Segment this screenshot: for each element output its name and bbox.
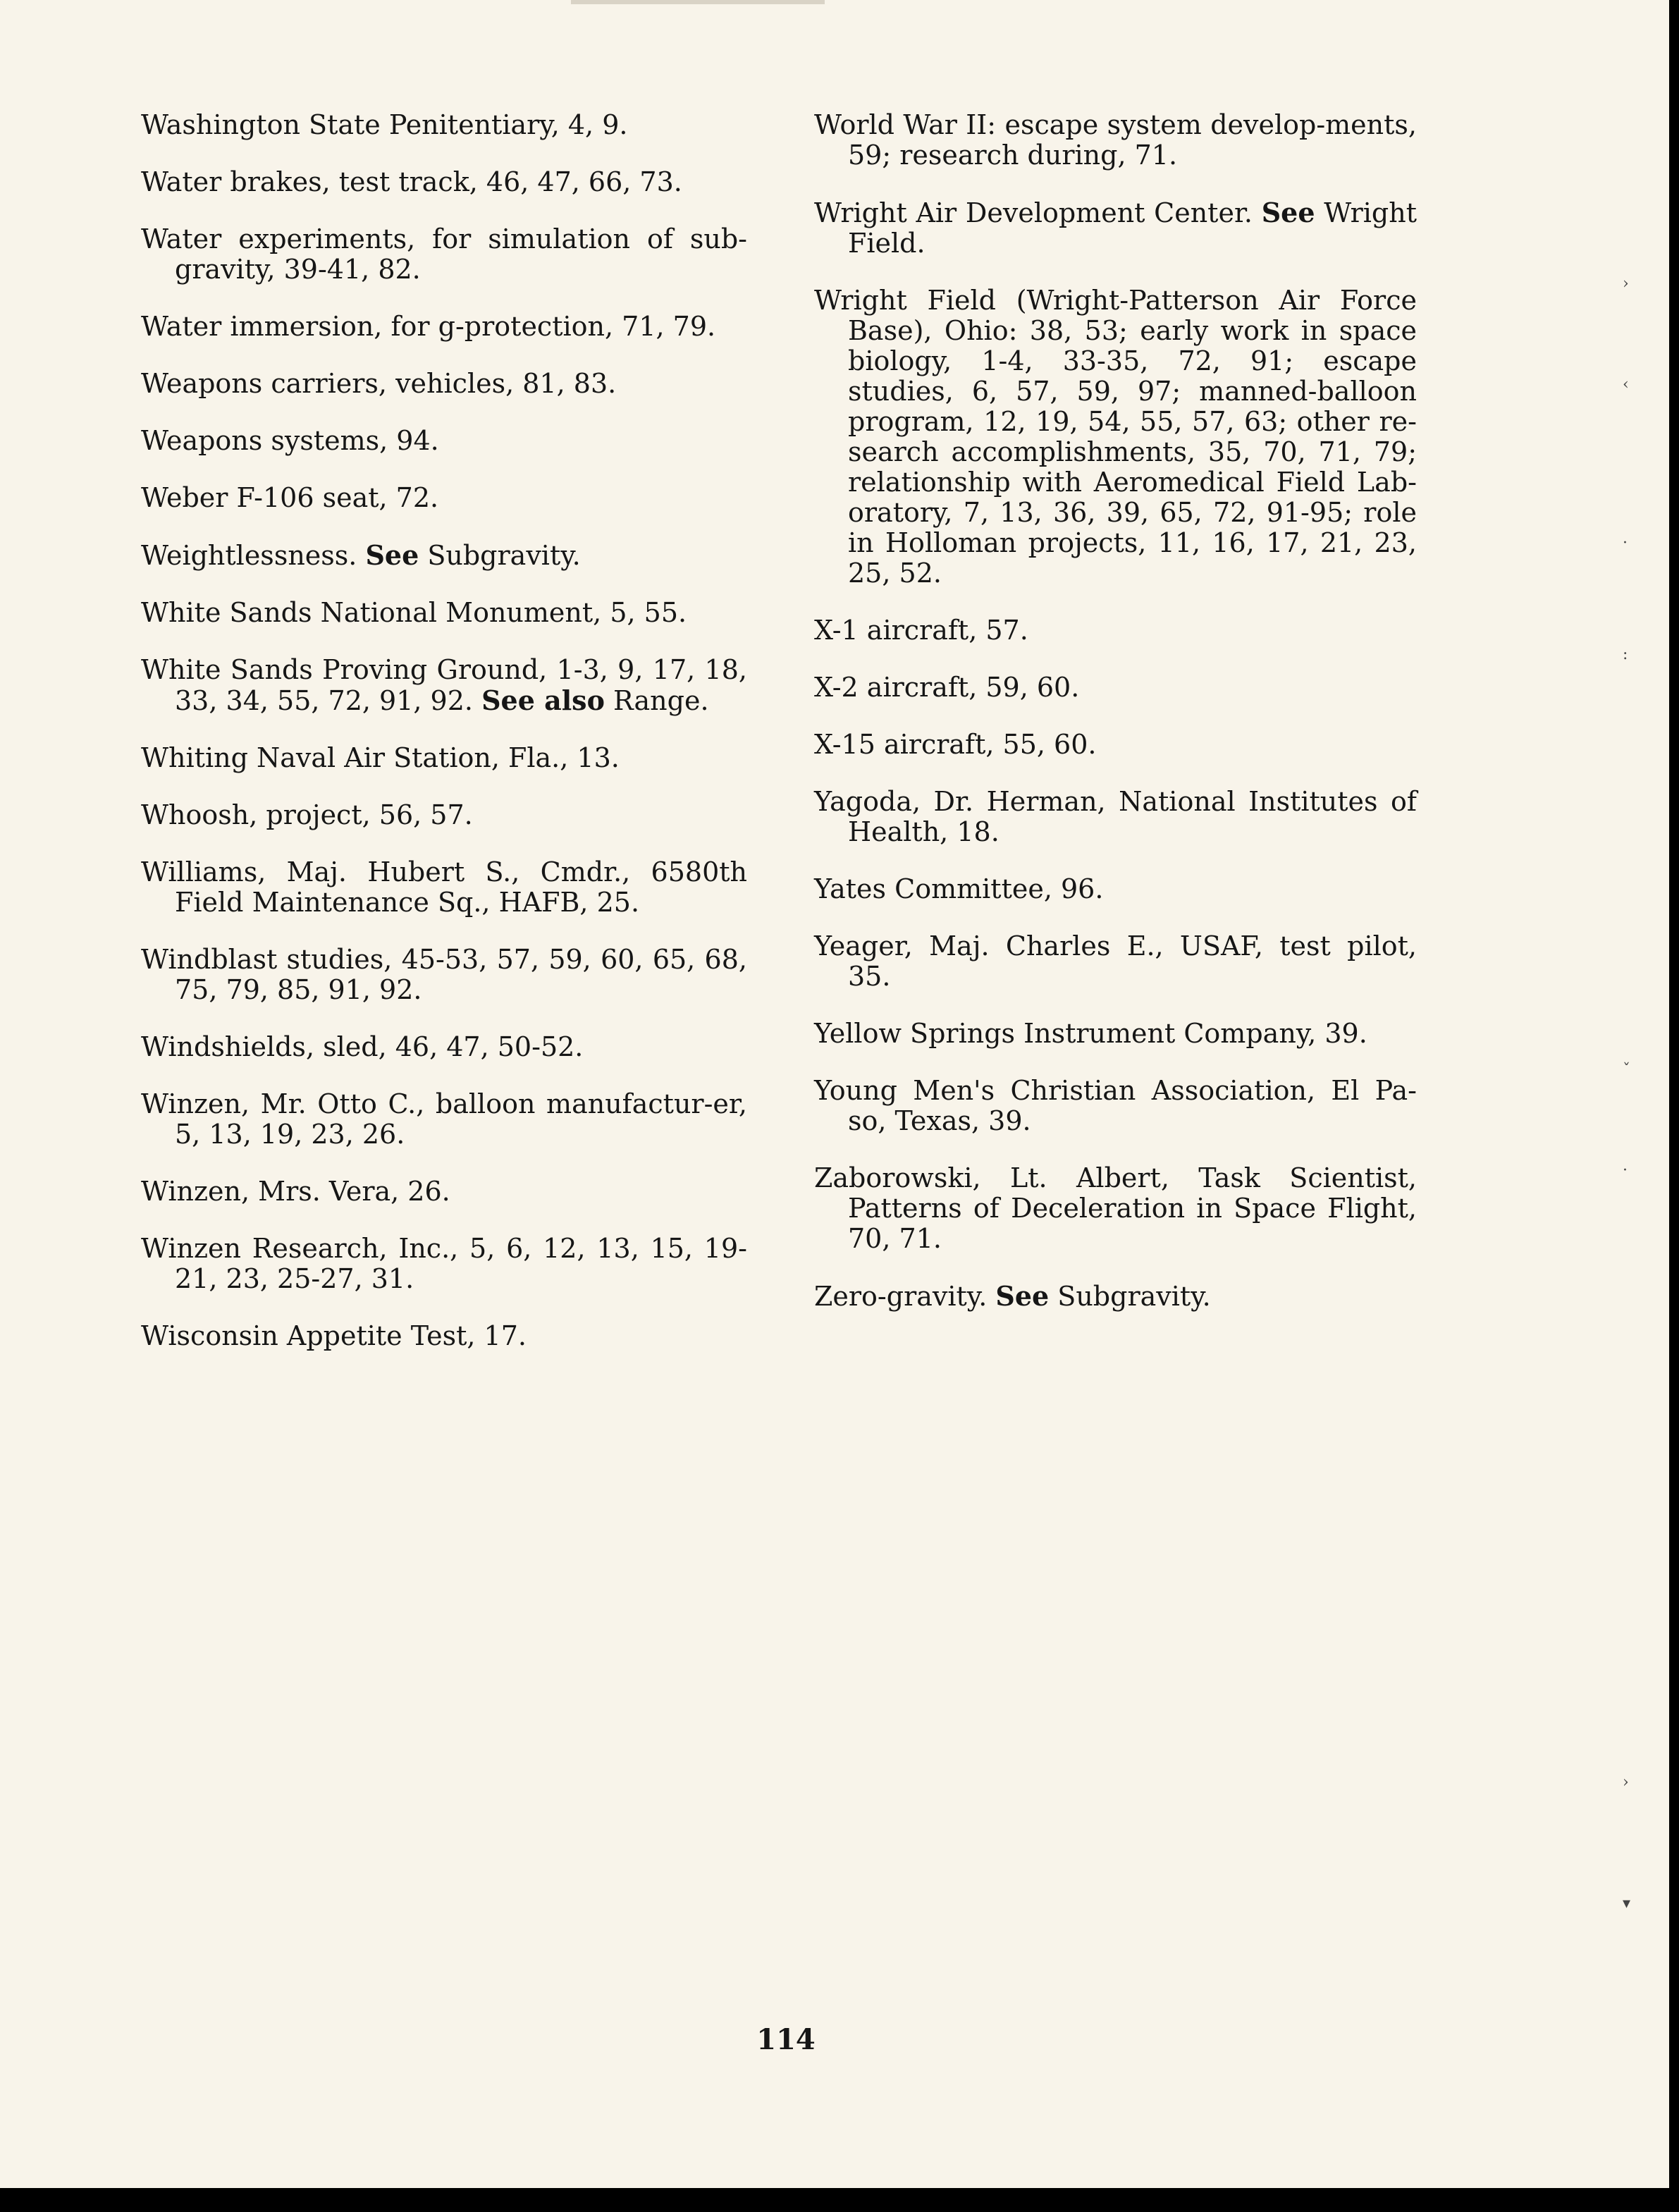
index-entry: Zero-gravity. See Subgravity. <box>814 1280 1211 1312</box>
index-entry: Water brakes, test track, 46, 47, 66, 73. <box>141 166 682 197</box>
index-entry: Water immersion, for g-protection, 71, 79. <box>141 311 716 342</box>
index-entry: Winzen, Mrs. Vera, 26. <box>141 1176 450 1207</box>
index-entry: White Sands Proving Ground, 1-3, 9, 17, 18, 33, 34, 55, 72, 91, 92. See also Range. <box>141 654 747 716</box>
index-entry: Windshields, sled, 46, 47, 50-52. <box>141 1031 584 1062</box>
scan-smudge <box>571 0 825 4</box>
index-entry: X-15 aircraft, 55, 60. <box>814 729 1097 760</box>
scan-mark: : <box>1623 646 1628 663</box>
index-entry: Weightlessness. See Subgravity. <box>141 539 581 571</box>
scan-mark: ˇ <box>1623 1062 1630 1079</box>
index-entry: Winzen Research, Inc., 5, 6, 12, 13, 15, 19-21, 23, 25-27, 31. <box>141 1233 747 1294</box>
see-reference: See <box>995 1280 1050 1312</box>
index-entry: Whoosh, project, 56, 57. <box>141 799 473 830</box>
index-entry: Weber F-106 seat, 72. <box>141 482 439 513</box>
scan-mark: · <box>1623 534 1628 552</box>
index-entry: Whiting Naval Air Station, Fla., 13. <box>141 742 620 773</box>
index-entry: Winzen, Mr. Otto C., balloon manufactur-er, 5, 13, 19, 23, 26. <box>141 1088 747 1150</box>
index-entry: Yates Committee, 96. <box>814 873 1104 904</box>
scan-mark: · <box>1623 1162 1628 1179</box>
index-entry: Yellow Springs Instrument Company, 39. <box>814 1018 1367 1049</box>
index-entry: Weapons systems, 94. <box>141 425 439 456</box>
see-also-reference: See also <box>481 684 605 716</box>
index-column-right <box>814 83 1417 1329</box>
index-entry: Washington State Penitentiary, 4, 9. <box>141 109 628 140</box>
page-number: 114 <box>756 2023 816 2056</box>
index-entry: White Sands National Monument, 5, 55. <box>141 597 687 628</box>
index-entry: Yagoda, Dr. Herman, National Institutes of Health, 18. <box>814 786 1417 847</box>
index-entry: Windblast studies, 45-53, 57, 59, 60, 65, 68, 75, 79, 85, 91, 92. <box>141 944 747 1005</box>
see-reference: See <box>1261 197 1315 228</box>
index-entry: World War II: escape system develop-ments, 59; research during, 71. <box>814 109 1417 171</box>
index-entry: Yeager, Maj. Charles E., USAF, test pilot, 35. <box>814 930 1417 992</box>
see-reference: See <box>365 539 419 571</box>
index-entry: Wisconsin Appetite Test, 17. <box>141 1320 527 1351</box>
index-entry: Young Men's Christian Association, El Pa-so, Texas, 39. <box>814 1075 1417 1136</box>
index-column-left <box>141 83 747 1368</box>
scan-mark: ‹ <box>1623 376 1629 393</box>
scan-mark: ▾ <box>1623 1895 1631 1912</box>
index-entry: Wright Air Development Center. See Wright Field. <box>814 197 1417 259</box>
index-entry: Zaborowski, Lt. Albert, Task Scientist, Patterns of Deceleration in Space Flight, 70, 71. <box>814 1162 1417 1254</box>
scan-mark: › <box>1623 1774 1629 1791</box>
scan-mark: › <box>1623 275 1629 293</box>
index-entry: Water experiments, for simulation of sub-gravity, 39-41, 82. <box>141 223 747 285</box>
index-entry: Williams, Maj. Hubert S., Cmdr., 6580th Field Maintenance Sq., HAFB, 25. <box>141 856 747 918</box>
index-entry: X-1 aircraft, 57. <box>814 615 1028 646</box>
index-entry: Weapons carriers, vehicles, 81, 83. <box>141 368 617 399</box>
index-entry: X-2 aircraft, 59, 60. <box>814 672 1080 703</box>
index-entry: Wright Field (Wright-Patterson Air Force Base), Ohio: 38, 53; early work in space biology, 1-4, 33-35, 72, 91; escape studies, 6, 57, 59, 97; manned-balloon program, 12, 19, 54, 55, 57, 63; other re-search accomplishments, 35, 70, 71, 79; relationship with Aeromedical Field Lab-oratory, 7, 13, 36, 39, 65, 72, 91-95; role in Holloman projects, 11, 16, 17, 21, 23, 25, 52. <box>814 285 1417 589</box>
